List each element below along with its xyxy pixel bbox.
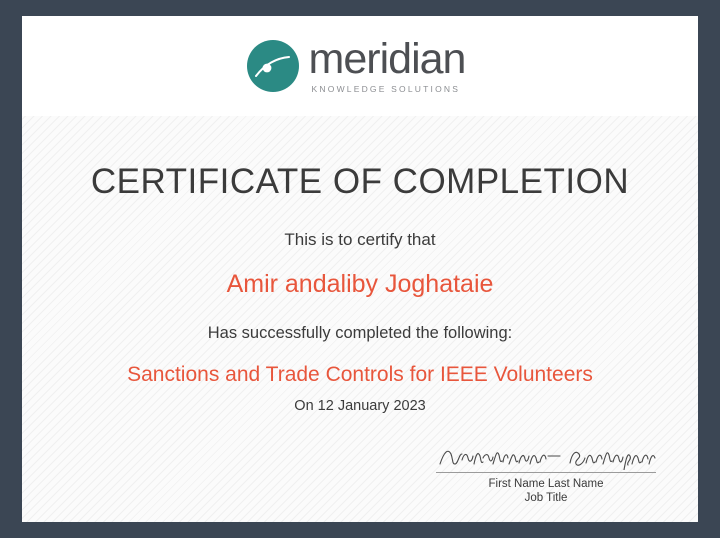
certificate-body <box>22 116 698 522</box>
meridian-logo-text <box>308 35 466 95</box>
recipient-name: Amir andaliby Joghataie <box>226 270 494 298</box>
signature-script-icon <box>436 440 656 470</box>
certificate-header <box>22 16 698 116</box>
meridian-logo-icon <box>247 40 299 92</box>
completion-statement: Has successfully completed the following: <box>207 324 513 342</box>
certify-statement: This is to certify that <box>284 230 436 249</box>
signatory-title: Job Title <box>524 492 568 504</box>
completion-date: On 12 January 2023 <box>294 398 426 414</box>
signature-line <box>436 472 656 473</box>
signatory-name: First Name Last Name <box>488 478 604 490</box>
logo-wordmark: meridian <box>308 35 466 84</box>
certificate-document <box>22 16 698 522</box>
certificate-title: CERTIFICATE OF COMPLETION <box>90 162 630 201</box>
course-name: Sanctions and Trade Controls for IEEE Volunteers <box>127 363 593 386</box>
signature-block <box>436 440 656 504</box>
logo-tagline: KNOWLEDGE SOLUTIONS <box>311 84 461 95</box>
meridian-logo <box>247 35 466 95</box>
